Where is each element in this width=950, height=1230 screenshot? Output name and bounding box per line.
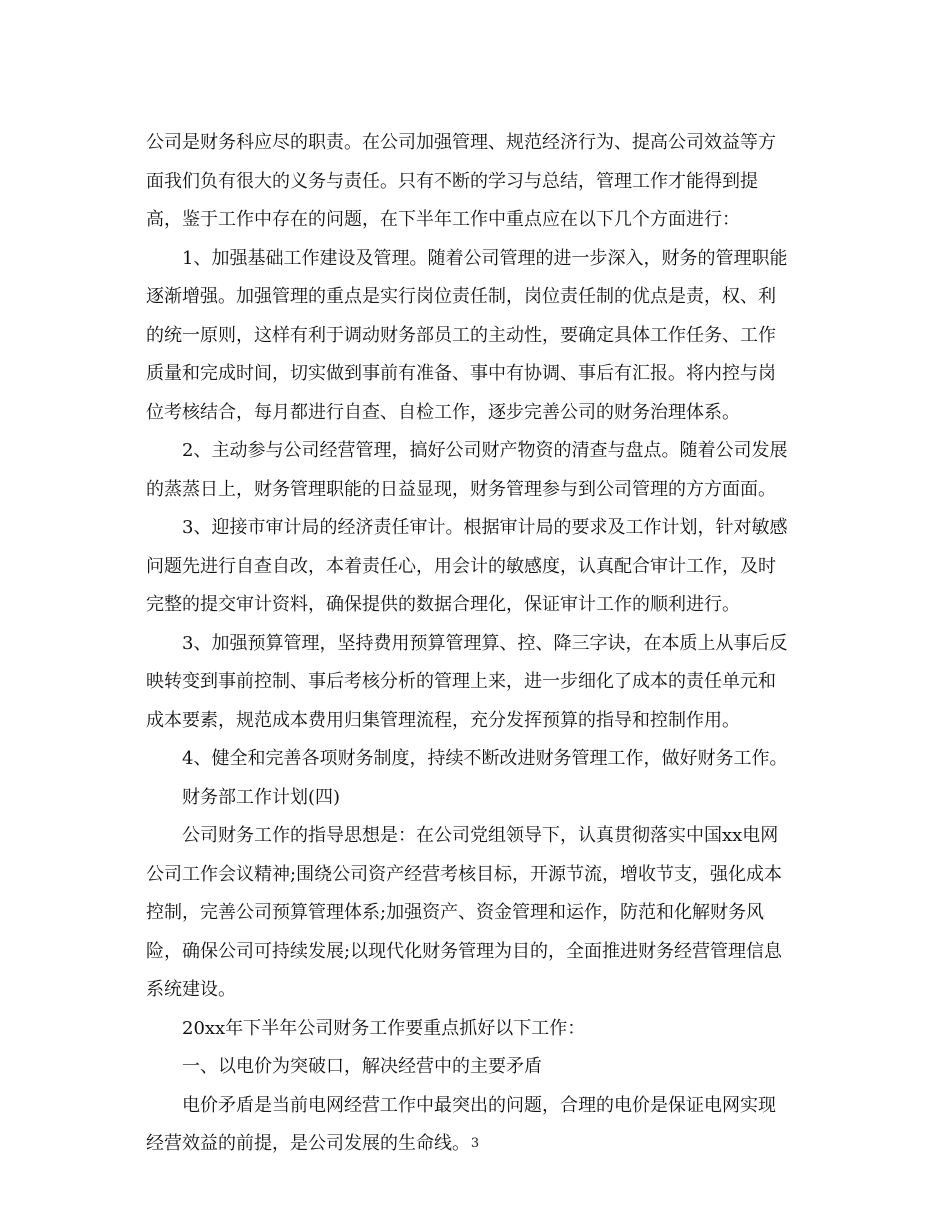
- document-body: [146, 124, 814, 1164]
- text-line: 公司是财务科应尽的职责。在公司加强管理、规范经济行为、提高公司效益等方: [146, 132, 776, 153]
- text-line: 成本要素，规范成本费用归集管理流程，充分发挥预算的指导和控制作用。: [146, 709, 740, 731]
- text-line: 逐渐增强。加强管理的重点是实行岗位责任制，岗位责任制的优点是责，权、利: [146, 286, 776, 307]
- text-line: 高，鉴于工作中存在的问题，在下半年工作中重点应在以下几个方面进行：: [146, 209, 740, 230]
- text-line: 财务部工作计划(四): [182, 786, 341, 808]
- text-line: 4、健全和完善各项财务制度，持续不断改进财务管理工作，做好财务工作。: [182, 748, 788, 769]
- text-line: 险，确保公司可持续发展;以现代化财务管理为目的，全面推进财务经营管理信息: [146, 940, 783, 962]
- text-line: 的统一原则，这样有利于调动财务部员工的主动性，要确定具体工作任务、工作: [146, 324, 776, 346]
- text-line: 控制，完善公司预算管理体系;加强资产、资金管理和运作，防范和化解财务风: [146, 902, 765, 923]
- text-line: 质量和完成时间，切实做到事前有准备、事中有协调、事后有汇报。将内控与岗: [146, 363, 776, 384]
- text-line: 位考核结合，每月都进行自查、自检工作，逐步完善公司的财务治理体系。: [146, 401, 740, 423]
- text-line: 系统建设。: [146, 979, 236, 1000]
- text-line: 面我们负有很大的义务与责任。只有不断的学习与总结，管理工作才能得到提: [146, 170, 758, 192]
- text-line: 的蒸蒸日上，财务管理职能的日益显现，财务管理参与到公司管理的方方面面。: [146, 478, 776, 500]
- text-line: 1、加强基础工作建设及管理。随着公司管理的进一步深入，财务的管理职能: [182, 247, 788, 269]
- text-line: 经营效益的前提，是公司发展的生命线。: [146, 1133, 470, 1154]
- text-line: 问题先进行自查自改，本着责任心，用会计的敏感度，认真配合审计工作，及时: [146, 555, 776, 577]
- text-line: 映转变到事前控制、事后考核分析的管理上来，进一步细化了成本的责任单元和: [146, 671, 776, 692]
- page-number: 3: [470, 1136, 480, 1151]
- text-line: 完整的提交审计资料，确保提供的数据合理化，保证审计工作的顺利进行。: [146, 594, 740, 615]
- text-line: 2、主动参与公司经营管理，搞好公司财产物资的清查与盘点。随着公司发展: [182, 440, 788, 461]
- text-line: 公司财务工作的指导思想是：在公司党组领导下，认真贯彻落实中国xx电网: [182, 825, 779, 846]
- text-line: 公司工作会议精神;围绕公司资产经营考核目标，开源节流，增收节支，强化成本: [146, 863, 783, 885]
- text-line: 3、加强预算管理，坚持费用预算管理算、控、降三字诀，在本质上从事后反: [182, 632, 788, 654]
- text-line: 3、迎接市审计局的经济责任审计。根据审计局的要求及工作计划，针对敏感: [182, 517, 788, 538]
- text-line: 一、以电价为突破口，解决经营中的主要矛盾: [182, 1056, 542, 1077]
- text-line: 电价矛盾是当前电网经营工作中最突出的问题，合理的电价是保证电网实现: [182, 1094, 776, 1116]
- text-line: 20xx年下半年公司财务工作要重点抓好以下工作：: [182, 1017, 586, 1039]
